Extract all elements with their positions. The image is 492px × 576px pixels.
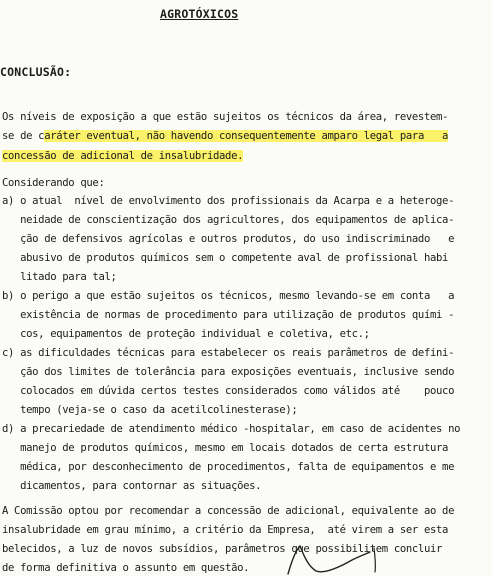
conclusion-line: belecidos, a luz de novos subsídios, parâmetros que possibilitem concluir	[2, 543, 443, 555]
list-item-a: a) o atual nível de envolvimento dos profissionais da Acarpa e a heteroge-	[2, 195, 455, 207]
list-item-b: b) o perigo a que estão sujeitos os técnicos, mesmo levando-se em conta a	[2, 290, 455, 302]
list-item-c: c) as dificuldades técnicas para estabelecer os reais parâmetros de defini-	[2, 347, 455, 359]
paragraph-line: Os níveis de exposição a que estão sujeitos os técnicos da área, revestem-	[2, 111, 449, 123]
list-item-a: neidade de conscientização dos agricultores, dos equipamentos de aplica-	[2, 214, 455, 226]
list-item-d: médica, por desconhecimento de procedimentos, falta de equipamentos e me	[2, 461, 455, 473]
conclusion-line: insalubridade em grau mínimo, a critério da Empresa, até virem a ser esta	[2, 524, 449, 536]
list-item-b: cos, equipamentos de proteção individual e coletiva, etc.;	[2, 328, 370, 340]
list-item-a: abusivo de produtos químicos sem o competente aval de profissional habi	[2, 252, 449, 264]
highlighted-text: aráter eventual, não havendo consequentemente amparo legal para a	[44, 130, 449, 142]
document-title: AGROTÓXICOS	[160, 7, 239, 21]
list-item-c: tempo (veja-se o caso da acetilcolinesterase);	[2, 404, 298, 416]
paragraph-line	[2, 129, 448, 143]
highlighted-text: concessão de adicional de insalubridade.	[2, 150, 244, 162]
paragraph-line: Considerando que:	[2, 177, 105, 189]
paragraph-line	[2, 149, 243, 163]
conclusion-line: A Comissão optou por recomendar a concessão de adicional, equivalente ao de	[2, 505, 455, 517]
list-item-c: colocados em dúvida certos testes considerados como válidos até pouco	[2, 385, 455, 397]
list-item-a: ção de defensivos agrícolas e outros produtos, do uso indiscriminado e	[2, 233, 455, 245]
list-item-a: litado para tal;	[2, 271, 117, 283]
list-item-d: manejo de produtos químicos, mesmo em locais dotados de certa estrutura	[2, 442, 449, 454]
section-heading: CONCLUSÃO:	[0, 65, 72, 79]
list-item-c: ção dos limites de tolerância para exposições eventuais, inclusive sendo	[2, 366, 455, 378]
handwritten-signature	[282, 538, 402, 576]
list-item-d: d) a precariedade de atendimento médico -hospitalar, em caso de acidentes no	[2, 423, 461, 435]
plain-text: se de c	[2, 130, 45, 142]
list-item-b: existência de normas de procedimento para utilização de produtos quími -	[2, 309, 455, 321]
list-item-d: dicamentos, para contornar as situações.	[2, 480, 262, 492]
conclusion-line: de forma definitiva o assunto em questão.	[2, 562, 250, 574]
